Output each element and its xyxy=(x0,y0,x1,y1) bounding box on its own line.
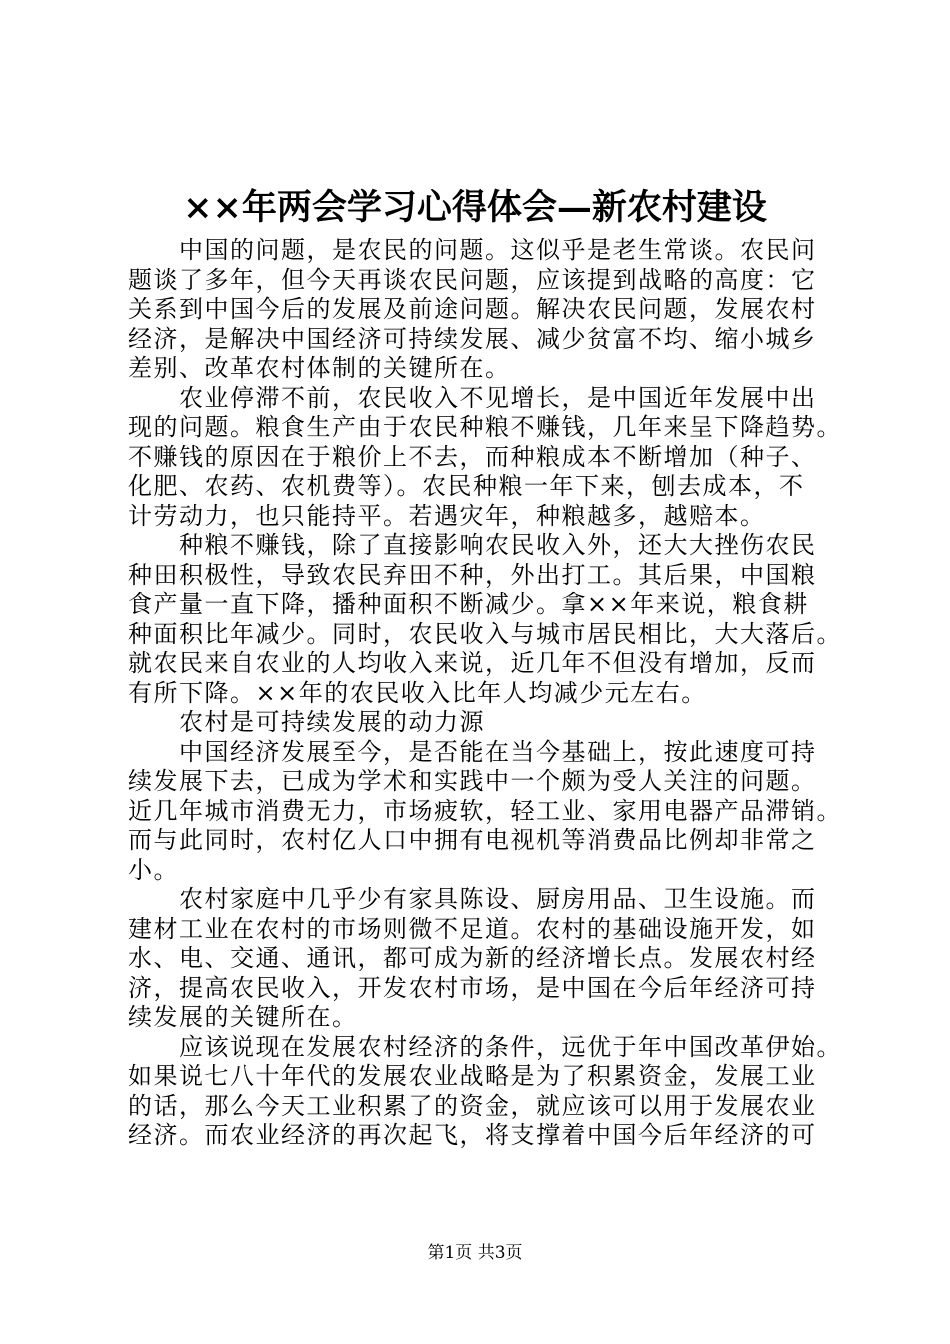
body-line: 中国的问题，是农民的问题。这似乎是老生常谈。农民问 xyxy=(128,236,817,264)
body-line: 建材工业在农村的市场则微不足道。农村的基础设施开发，如 xyxy=(128,914,817,943)
body-line: 关系到中国今后的发展及前途问题。解决农民问题，发展农村 xyxy=(128,295,817,323)
body-line: 种粮不赚钱，除了直接影响农民收入外，还大大挫伤农民 xyxy=(128,531,817,559)
body-line: 化肥、农药、农机费等）。农民种粮一年下来，刨去成本，不 xyxy=(128,472,805,500)
body-line: 中国经济发展至今，是否能在当今基础上，按此速度可持 xyxy=(128,737,817,766)
body-line: 食产量一直下降，播种面积不断减少。拿××年来说，粮食耕 xyxy=(128,590,809,618)
body-line: 水、电、交通、通讯，都可成为新的经济增长点。发展农村经 xyxy=(128,944,817,972)
body-line: 续发展下去，已成为学术和实践中一个颇为受人关注的问题。 xyxy=(128,767,817,795)
body-line: 差别、改革农村体制的关键所在。 xyxy=(128,354,511,382)
page-number-footer: 第1页 共3页 xyxy=(427,1243,523,1263)
body-line: 就农民来自农业的人均收入来说，近几年不但没有增加，反而 xyxy=(128,649,817,677)
body-line: 题谈了多年，但今天再谈农民问题，应该提到战略的高度：它 xyxy=(128,265,817,294)
body-line: 济，提高农民收入，开发农村市场，是中国在今后年经济可持 xyxy=(128,973,817,1002)
document-body xyxy=(128,236,848,1151)
body-line: 近几年城市消费无力，市场疲软，轻工业、家用电器产品滞销。 xyxy=(128,796,842,825)
body-line: 现的问题。粮食生产由于农民种粮不赚钱，几年来呈下降趋势。 xyxy=(128,413,842,441)
body-line: 种面积比年减少。同时，农民收入与城市居民相比，大大落后。 xyxy=(128,619,842,648)
body-line: 应该说现在发展农村经济的条件，远优于年中国改革伊始。 xyxy=(128,1032,842,1061)
body-line: 农村家庭中几乎少有家具陈设、厨房用品、卫生设施。而 xyxy=(128,885,817,913)
body-line: 种田积极性，导致农民弃田不种，外出打工。其后果，中国粮 xyxy=(128,560,817,589)
document-title: ××年两会学习心得体会—新农村建设 xyxy=(183,187,767,228)
body-line: 有所下降。××年的农民收入比年人均减少元左右。 xyxy=(128,678,707,707)
body-line: 而与此同时，农村亿人口中拥有电视机等消费品比例却非常之 xyxy=(128,826,817,854)
body-line: 小。 xyxy=(128,855,179,884)
body-line: 的话，那么今天工业积累了的资金，就应该可以用于发展农业 xyxy=(128,1091,817,1120)
section-heading: 农村是可持续发展的动力源 xyxy=(128,708,485,736)
body-line: 不赚钱的原因在于粮价上不去，而种粮成本不断增加（种子、 xyxy=(128,442,817,471)
body-line: 计劳动力，也只能持平。若遇灾年，种粮越多，越赔本。 xyxy=(128,501,766,530)
body-line: 续发展的关键所在。 xyxy=(128,1003,358,1031)
body-line: 农业停滞不前，农民收入不见增长，是中国近年发展中出 xyxy=(128,383,817,412)
body-line: 经济，是解决中国经济可持续发展、减少贫富不均、缩小城乡 xyxy=(128,324,817,353)
body-line: 经济。而农业经济的再次起飞，将支撑着中国今后年经济的可 xyxy=(128,1121,817,1149)
body-line: 如果说七八十年代的发展农业战略是为了积累资金，发展工业 xyxy=(128,1062,817,1090)
